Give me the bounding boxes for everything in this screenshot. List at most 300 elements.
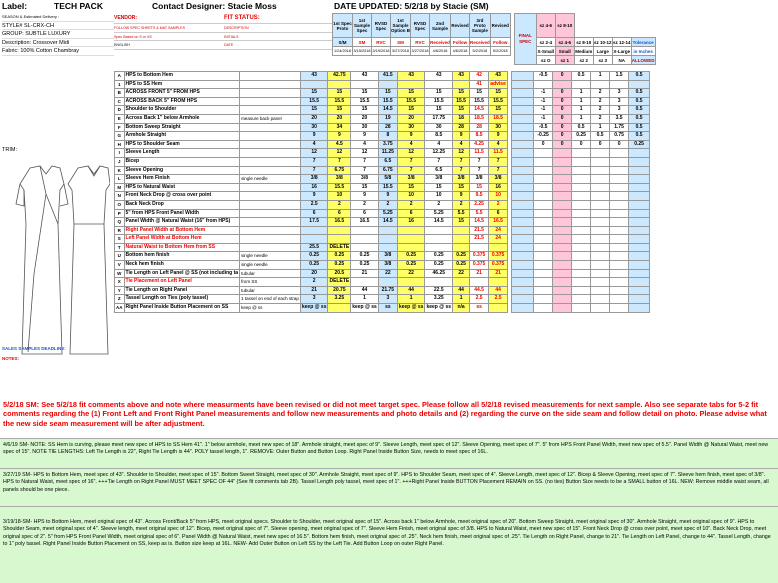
grade-value: 1.75 bbox=[610, 123, 629, 132]
grade-value bbox=[572, 157, 591, 166]
fabric-field: Fabric: 100% Cotton Chambray bbox=[2, 47, 114, 56]
grade-value bbox=[572, 304, 591, 313]
spec-note bbox=[240, 123, 301, 132]
grade-value: -0.25 bbox=[534, 132, 553, 141]
grade-value bbox=[629, 209, 650, 218]
spec-value: 44 bbox=[489, 286, 508, 295]
spec-value bbox=[489, 304, 508, 313]
col-1st-spec-proto: 1st Spec Proto bbox=[333, 14, 353, 38]
spec-value: 1 bbox=[351, 295, 379, 304]
spec-value: 44 bbox=[397, 286, 425, 295]
grade-value: 0.5 bbox=[629, 72, 650, 81]
spec-value: 7 bbox=[470, 166, 489, 175]
grade-value bbox=[591, 200, 610, 209]
spec-value: 2.5 bbox=[300, 200, 328, 209]
final-spec-cell bbox=[512, 175, 534, 184]
spec-note bbox=[240, 80, 301, 89]
spec-value: 9 bbox=[300, 192, 328, 201]
spec-value: 5/8 bbox=[378, 175, 397, 184]
size-sz1214: sz 12-14 bbox=[613, 39, 631, 45]
spec-note bbox=[240, 166, 301, 175]
spec-value: 7 bbox=[425, 157, 453, 166]
spec-value: 11.5 bbox=[470, 149, 489, 158]
grade-value bbox=[534, 200, 553, 209]
grade-value: -1 bbox=[534, 114, 553, 123]
spec-note bbox=[240, 149, 301, 158]
date-col-8: 5/2/2018 bbox=[470, 47, 491, 56]
spec-note bbox=[240, 209, 301, 218]
spec-value: 15.5 bbox=[470, 97, 489, 106]
final-spec-cell bbox=[512, 149, 534, 158]
spec-note bbox=[240, 72, 301, 81]
grade-value: 0.25 bbox=[629, 140, 650, 149]
spec-value: 30 bbox=[300, 123, 328, 132]
spec-value: 43 bbox=[425, 72, 453, 81]
final-spec-cell bbox=[512, 123, 534, 132]
allowed-label: ALLOWED bbox=[631, 57, 655, 63]
spec-value bbox=[489, 243, 508, 252]
note-3-19-18: 3/19/18-SM- HPS to Bottom Hem, meet original spec of 43". Across Front/Back 5" from HPS, meet original specs. Shoulder to Shoulder, meet original spec of 15". Across back 1" below Armhole, meet original spec of 20". Bottom Sweep Straight, meet original spec of 30". Armhole Straight, meet original spec of 9". HPS to Shoulder Seam, meet original spec of 4". Sleeve length, meet original spec of 12". Bicep, meet original spec of 7". Sleeve opening, meet original spec of 7". Sleeve Hem Finish, meet original spec of 3/8. HPS to Natural Waist, meet new spec of 15". Front Neck Drop @ cross over point, meet spec of 10". Back Neck Drop, meet original spec of 2". 5" from HPS Front Panel Width, meet original spec of 6". Panel Width @ Natural Waist, meet new spec of 16.5". Bottom hem finish, meet original spec of .25". Neck hem finish, meet original spec of .25". Tie Length on Right Panel, change to 21". Tie Length on Left Panel, change to 44". Tassel Length, change to 1" poly tassel. Right Panel Inside Button Placement on SS, keep as is. Button size keep at 16L. NEW- Add Outer Button on Left SS by the Left Tie. Add Button Loop on outer Right Panel. bbox=[0, 506, 778, 583]
group-field: GROUP: SUBTLE LUXURY bbox=[2, 30, 114, 39]
spec-value bbox=[351, 235, 379, 244]
spec-note bbox=[240, 226, 301, 235]
grade-value: 0.5 bbox=[572, 123, 591, 132]
spec-value: 16.5 bbox=[489, 218, 508, 227]
spec-value: 4.5 bbox=[328, 140, 351, 149]
grade-value bbox=[629, 235, 650, 244]
spec-value: 20.75 bbox=[328, 286, 351, 295]
grade-value bbox=[591, 252, 610, 261]
spec-value: 15.5 bbox=[328, 183, 351, 192]
spec-point-of-measure: Neck hem finish bbox=[124, 261, 240, 270]
spec-point-of-measure: Right Panel Width at Bottom Hem bbox=[124, 226, 240, 235]
grade-value bbox=[629, 183, 650, 192]
grade-value: 0.5 bbox=[629, 123, 650, 132]
grade-value: 2 bbox=[591, 114, 610, 123]
final-spec-cell bbox=[512, 226, 534, 235]
spec-value: 15.5 bbox=[453, 97, 470, 106]
spec-value bbox=[328, 226, 351, 235]
spec-value: 15 bbox=[453, 89, 470, 98]
spec-letter: Y bbox=[115, 286, 125, 295]
spec-letter: Q bbox=[115, 218, 125, 227]
grade-value: 0.5 bbox=[629, 97, 650, 106]
grade-value bbox=[610, 235, 629, 244]
contact-designer: Contact Designer: Stacie Moss bbox=[152, 1, 277, 11]
grade-value bbox=[534, 157, 553, 166]
spec-value: 6 bbox=[397, 209, 425, 218]
grade-value: 3.5 bbox=[610, 114, 629, 123]
spec-letter: E bbox=[115, 114, 125, 123]
spec-row bbox=[115, 209, 650, 218]
spec-value bbox=[300, 226, 328, 235]
spec-value: 6.75 bbox=[378, 166, 397, 175]
doc-title: TECH PACK bbox=[54, 1, 103, 11]
spec-row bbox=[115, 278, 650, 287]
grade-value: -1 bbox=[534, 97, 553, 106]
grade-value bbox=[629, 286, 650, 295]
spec-value: 9 bbox=[378, 192, 397, 201]
spec-value: 17.75 bbox=[425, 114, 453, 123]
spec-value: 3/8 bbox=[453, 175, 470, 184]
grade-value bbox=[591, 295, 610, 304]
spec-value: 10 bbox=[489, 192, 508, 201]
spec-note bbox=[240, 132, 301, 141]
grade-value bbox=[610, 218, 629, 227]
date-col-2: 3/15/2018 bbox=[353, 47, 372, 56]
grade-value bbox=[553, 149, 572, 158]
grade-value bbox=[534, 295, 553, 304]
spec-value: 12 bbox=[453, 149, 470, 158]
grade-value bbox=[591, 226, 610, 235]
grade-value bbox=[572, 149, 591, 158]
spec-value: 14.5 bbox=[378, 106, 397, 115]
spec-row bbox=[115, 97, 650, 106]
grade-value bbox=[572, 269, 591, 278]
vendor-label: VENDOR: bbox=[114, 15, 138, 21]
spec-point-of-measure: Bicep bbox=[124, 157, 240, 166]
initials-col-4: SM bbox=[391, 38, 411, 47]
spec-note bbox=[240, 97, 301, 106]
grade-value bbox=[629, 218, 650, 227]
spec-value: 15.5 bbox=[328, 97, 351, 106]
grade-value: -1 bbox=[534, 106, 553, 115]
english-header: ENGLISH bbox=[114, 43, 130, 48]
grade-value: 0 bbox=[553, 132, 572, 141]
grade-value bbox=[553, 183, 572, 192]
spec-value: 3/8 bbox=[328, 175, 351, 184]
grade-value bbox=[591, 166, 610, 175]
grade-value bbox=[591, 304, 610, 313]
spec-value: 12 bbox=[397, 149, 425, 158]
grade-value bbox=[629, 261, 650, 270]
grade-value: 0 bbox=[610, 140, 629, 149]
spec-value: 2 bbox=[300, 278, 328, 287]
spec-value: 7 bbox=[328, 157, 351, 166]
spec-value: 34 bbox=[328, 123, 351, 132]
spec-note bbox=[240, 89, 301, 98]
spec-value: 9.5 bbox=[470, 192, 489, 201]
spec-value: 0.375 bbox=[470, 252, 489, 261]
spec-value: 9 bbox=[453, 132, 470, 141]
grade-value: 0.5 bbox=[572, 72, 591, 81]
spec-letter: X bbox=[115, 278, 125, 287]
spec-value: 3 bbox=[378, 295, 397, 304]
grade-value bbox=[629, 226, 650, 235]
spec-value: 6 bbox=[351, 209, 379, 218]
spec-point-of-measure: Front Neck Drop @ cross over point bbox=[124, 192, 240, 201]
grade-value bbox=[591, 218, 610, 227]
spec-value: 21.5 bbox=[470, 226, 489, 235]
spec-value: 6 bbox=[300, 209, 328, 218]
spec-value: 11.5 bbox=[489, 149, 508, 158]
spec-value: 30 bbox=[351, 123, 379, 132]
spec-row bbox=[115, 183, 650, 192]
spec-row bbox=[115, 175, 650, 184]
grade-value: 0.25 bbox=[572, 132, 591, 141]
spec-letter: J bbox=[115, 157, 125, 166]
spec-value bbox=[397, 278, 425, 287]
grade-value: 0 bbox=[553, 114, 572, 123]
spec-value: keep @ ss bbox=[300, 304, 328, 313]
final-spec-cell bbox=[512, 72, 534, 81]
spec-note: tubular bbox=[240, 286, 301, 295]
spec-value: 2 bbox=[397, 200, 425, 209]
spec-value bbox=[397, 243, 425, 252]
grade-value bbox=[610, 286, 629, 295]
spec-value: 44.5 bbox=[470, 286, 489, 295]
size-sz1012: sz 10-12 bbox=[594, 39, 612, 45]
final-spec-cell bbox=[512, 114, 534, 123]
final-spec-cell bbox=[512, 140, 534, 149]
initials-col-9: Follow bbox=[490, 38, 510, 47]
spec-value: 14.5 bbox=[470, 218, 489, 227]
spec-value: 44 bbox=[351, 286, 379, 295]
grade-value: 2 bbox=[591, 97, 610, 106]
spec-value: 15 bbox=[470, 183, 489, 192]
grade-value: 0.75 bbox=[610, 132, 629, 141]
spec-row bbox=[115, 89, 650, 98]
grade-value bbox=[534, 149, 553, 158]
grade-value bbox=[553, 252, 572, 261]
grade-value bbox=[610, 157, 629, 166]
spec-value: 8.5 bbox=[425, 132, 453, 141]
spec-value: 15 bbox=[425, 89, 453, 98]
size-sz0: sz O bbox=[536, 56, 555, 65]
spec-value: 20 bbox=[397, 114, 425, 123]
grade-value: 0.5 bbox=[629, 114, 650, 123]
spec-value: 4 bbox=[425, 140, 453, 149]
spec-basis-note: Spec Based on S or XS bbox=[114, 34, 152, 39]
grade-value: 0 bbox=[572, 140, 591, 149]
spec-value: 15 bbox=[351, 106, 379, 115]
spec-letter: W bbox=[115, 269, 125, 278]
spec-value: 6.5 bbox=[378, 157, 397, 166]
spec-value bbox=[351, 226, 379, 235]
spec-value: 7 bbox=[470, 157, 489, 166]
spec-value: 18.5 bbox=[489, 114, 508, 123]
spec-row bbox=[115, 192, 650, 201]
spec-row bbox=[115, 72, 650, 81]
grade-value bbox=[629, 166, 650, 175]
spec-value: DELETE bbox=[328, 278, 351, 287]
spec-value: 20 bbox=[328, 114, 351, 123]
spec-letter: B bbox=[115, 89, 125, 98]
spec-note: keep @ ss bbox=[240, 304, 301, 313]
spec-value: 43 bbox=[397, 72, 425, 81]
grade-value bbox=[553, 243, 572, 252]
final-spec-cell bbox=[512, 218, 534, 227]
spec-value: 0.25 bbox=[300, 261, 328, 270]
spec-value: 21 bbox=[489, 269, 508, 278]
spec-point-of-measure: Sleeve Opening bbox=[124, 166, 240, 175]
spec-value: 41.5 bbox=[378, 72, 397, 81]
final-spec-cell bbox=[512, 80, 534, 89]
spec-value: 22.5 bbox=[425, 286, 453, 295]
grade-value bbox=[629, 252, 650, 261]
date-col-6: 4/6/2018 bbox=[430, 47, 451, 56]
spec-letter: Z bbox=[115, 295, 125, 304]
grade-value: 0 bbox=[553, 123, 572, 132]
spec-point-of-measure: Tie Length on Left Panel @ SS (not including ta bbox=[124, 269, 240, 278]
spec-value bbox=[351, 80, 379, 89]
spec-value: 14.5 bbox=[378, 218, 397, 227]
spec-note: measure back panel bbox=[240, 114, 301, 123]
spec-value: 7 bbox=[489, 157, 508, 166]
spec-value: 12 bbox=[300, 149, 328, 158]
spec-value: 15 bbox=[425, 183, 453, 192]
spec-value: 7 bbox=[489, 166, 508, 175]
final-spec-cell bbox=[512, 243, 534, 252]
spec-value: 7 bbox=[397, 166, 425, 175]
final-spec-cell bbox=[512, 269, 534, 278]
col-2nd-sample: 2nd Sample bbox=[430, 14, 451, 38]
spec-value: 12 bbox=[351, 149, 379, 158]
grade-value bbox=[572, 183, 591, 192]
spec-value: 3/8 bbox=[489, 175, 508, 184]
spec-letter: K bbox=[115, 166, 125, 175]
grade-value bbox=[610, 209, 629, 218]
grade-value: 0.5 bbox=[629, 132, 650, 141]
spec-row bbox=[115, 243, 650, 252]
grade-value bbox=[610, 149, 629, 158]
spec-letter: M bbox=[115, 183, 125, 192]
spec-table bbox=[114, 71, 650, 313]
grade-value bbox=[610, 243, 629, 252]
final-spec-cell bbox=[512, 261, 534, 270]
spec-value bbox=[397, 235, 425, 244]
spec-value: 10 bbox=[397, 192, 425, 201]
grade-value bbox=[610, 226, 629, 235]
spec-note bbox=[240, 157, 301, 166]
spec-value: 21 bbox=[470, 269, 489, 278]
date-updated: DATE UPDATED: 5/2/18 by Stacie (SM) bbox=[334, 1, 489, 11]
spec-value: 8 bbox=[378, 132, 397, 141]
grade-value: -1 bbox=[534, 89, 553, 98]
grade-value bbox=[629, 80, 650, 89]
spec-value: 20.5 bbox=[328, 269, 351, 278]
spec-value: 15.5 bbox=[351, 97, 379, 106]
grade-value bbox=[591, 209, 610, 218]
spec-value: 9 bbox=[300, 132, 328, 141]
spec-value: 15 bbox=[397, 106, 425, 115]
grade-value bbox=[572, 166, 591, 175]
grade-value: 0.5 bbox=[629, 89, 650, 98]
spec-point-of-measure: HPS to Bottom Hem bbox=[124, 72, 240, 81]
size-sz810-b: sz 8-10 bbox=[576, 39, 592, 45]
trim-label: TRIM: bbox=[2, 147, 17, 153]
spec-value: 20 bbox=[351, 114, 379, 123]
grade-value bbox=[610, 80, 629, 89]
grade-value bbox=[553, 295, 572, 304]
grade-value bbox=[553, 286, 572, 295]
spec-point-of-measure: Panel Width @ Natural Waist (16" from HPS) bbox=[124, 218, 240, 227]
spec-letter: C bbox=[115, 97, 125, 106]
spec-note bbox=[240, 235, 301, 244]
spec-value: 0.375 bbox=[489, 261, 508, 270]
spec-value: 28 bbox=[378, 123, 397, 132]
spec-value: 7 bbox=[351, 166, 379, 175]
grade-value bbox=[629, 295, 650, 304]
grade-value bbox=[553, 200, 572, 209]
spec-point-of-measure: 5" from HPS Front Panel Width bbox=[124, 209, 240, 218]
spec-value: 7 bbox=[453, 166, 470, 175]
spec-value: 2 bbox=[489, 200, 508, 209]
spec-row bbox=[115, 106, 650, 115]
spec-row bbox=[115, 304, 650, 313]
col-1st-sample-spec: 1st Sample Spec bbox=[353, 14, 372, 38]
grade-value bbox=[534, 192, 553, 201]
spec-letter: T bbox=[115, 243, 125, 252]
spec-value: 15 bbox=[351, 89, 379, 98]
spec-row bbox=[115, 149, 650, 158]
grade-value bbox=[610, 175, 629, 184]
grade-value bbox=[534, 209, 553, 218]
spec-point-of-measure: Bottom Sweep Straight bbox=[124, 123, 240, 132]
final-spec-cell bbox=[512, 200, 534, 209]
spec-letter: V bbox=[115, 261, 125, 270]
spec-letter: L bbox=[115, 175, 125, 184]
notes-label: NOTES: bbox=[2, 356, 20, 361]
spec-row bbox=[115, 226, 650, 235]
spec-value bbox=[397, 80, 425, 89]
spec-value: ss bbox=[470, 304, 489, 313]
spec-value: advise bbox=[489, 80, 508, 89]
spec-value: 21.75 bbox=[378, 286, 397, 295]
spec-note bbox=[240, 183, 301, 192]
grade-value bbox=[591, 278, 610, 287]
final-spec-cell bbox=[512, 235, 534, 244]
fit-notes bbox=[0, 398, 778, 583]
spec-row bbox=[115, 132, 650, 141]
grade-value bbox=[572, 286, 591, 295]
grade-value bbox=[591, 157, 610, 166]
spec-value: 44 bbox=[453, 286, 470, 295]
spec-row bbox=[115, 80, 650, 89]
grade-value bbox=[572, 235, 591, 244]
initials-col-6: Received bbox=[430, 39, 450, 45]
spec-value: 42.75 bbox=[328, 72, 351, 81]
spec-value: 0.375 bbox=[489, 252, 508, 261]
size-large: Large bbox=[593, 47, 612, 56]
spec-point-of-measure: Natural Waist to Bottom Hem from SS bbox=[124, 243, 240, 252]
spec-point-of-measure: Sleeve Length bbox=[124, 149, 240, 158]
spec-value: 3.75 bbox=[378, 140, 397, 149]
grade-value bbox=[610, 252, 629, 261]
grade-value bbox=[572, 243, 591, 252]
final-spec-cell bbox=[512, 183, 534, 192]
spec-value: 20 bbox=[300, 114, 328, 123]
spec-point-of-measure: Bottom hem finish bbox=[124, 252, 240, 261]
spec-row bbox=[115, 286, 650, 295]
grade-value bbox=[553, 269, 572, 278]
grade-value: -0.5 bbox=[534, 72, 553, 81]
final-spec-cell bbox=[512, 209, 534, 218]
spec-row bbox=[115, 261, 650, 270]
grade-value bbox=[591, 149, 610, 158]
grade-value bbox=[572, 209, 591, 218]
spec-value: 0.25 bbox=[453, 252, 470, 261]
spec-value bbox=[425, 278, 453, 287]
date-header: DATE bbox=[224, 43, 234, 48]
spec-row bbox=[115, 252, 650, 261]
spec-point-of-measure: Shoulder to Shoulder bbox=[124, 106, 240, 115]
spec-value: 0.25 bbox=[351, 252, 379, 261]
spec-value: 4.25 bbox=[470, 140, 489, 149]
size-xsmall: X-Small bbox=[537, 48, 555, 54]
grade-value: 1 bbox=[572, 106, 591, 115]
spec-value: 24 bbox=[489, 226, 508, 235]
